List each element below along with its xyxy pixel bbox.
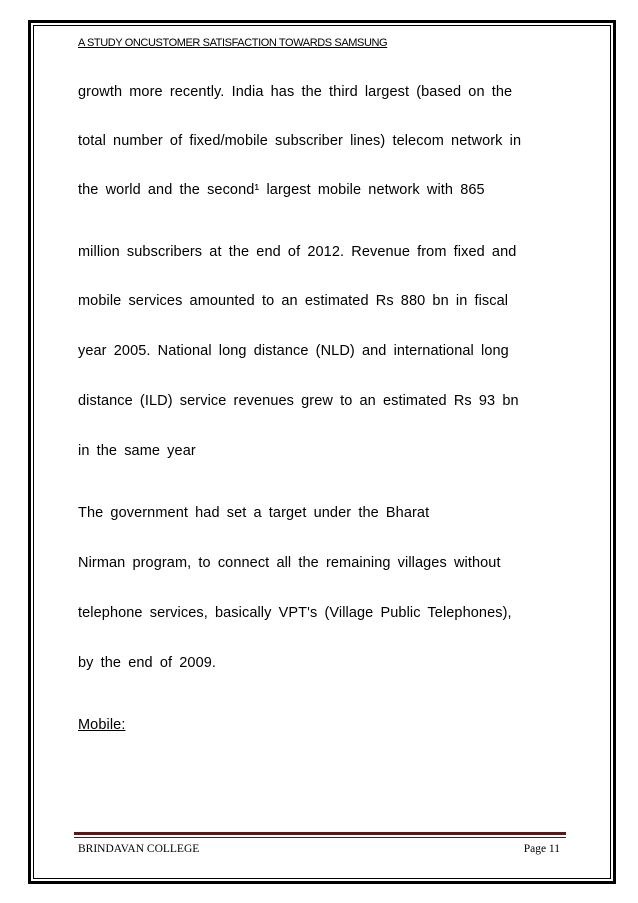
mobile-heading: Mobile: (78, 717, 126, 733)
body-line: Nirman program, to connect all the remaining villages without (78, 555, 501, 571)
footer-rule-thick (74, 832, 566, 835)
body-line: mobile services amounted to an estimated Rs 880 bn in fiscal (78, 293, 509, 309)
body-line: year 2005. National long distance (NLD) and international long (78, 343, 509, 359)
body-line: million subscribers at the end of 2012. Revenue from fixed and (78, 244, 517, 260)
body-line: distance (ILD) service revenues grew to an estimated Rs 93 bn (78, 393, 519, 409)
body-line: total number of fixed/mobile subscriber lines) telecom network in (78, 133, 522, 149)
body-line: in the same year (78, 443, 196, 459)
footer-college-name: BRINDAVAN COLLEGE (78, 843, 200, 855)
header-title: A STUDY ONCUSTOMER SATISFACTION TOWARDS SAMSUNG (78, 37, 388, 49)
footer-rule-thin (74, 837, 566, 838)
body-line: growth more recently. India has the third largest (based on the (78, 84, 513, 100)
footer-page-number: Page 11 (523, 843, 560, 855)
body-line: by the end of 2009. (78, 655, 217, 671)
body-line: The government had set a target under the Bharat (78, 505, 430, 521)
body-line: the world and the second¹ largest mobile network with 865 (78, 182, 485, 198)
body-line: telephone services, basically VPT's (Village Public Telephones), (78, 605, 512, 621)
